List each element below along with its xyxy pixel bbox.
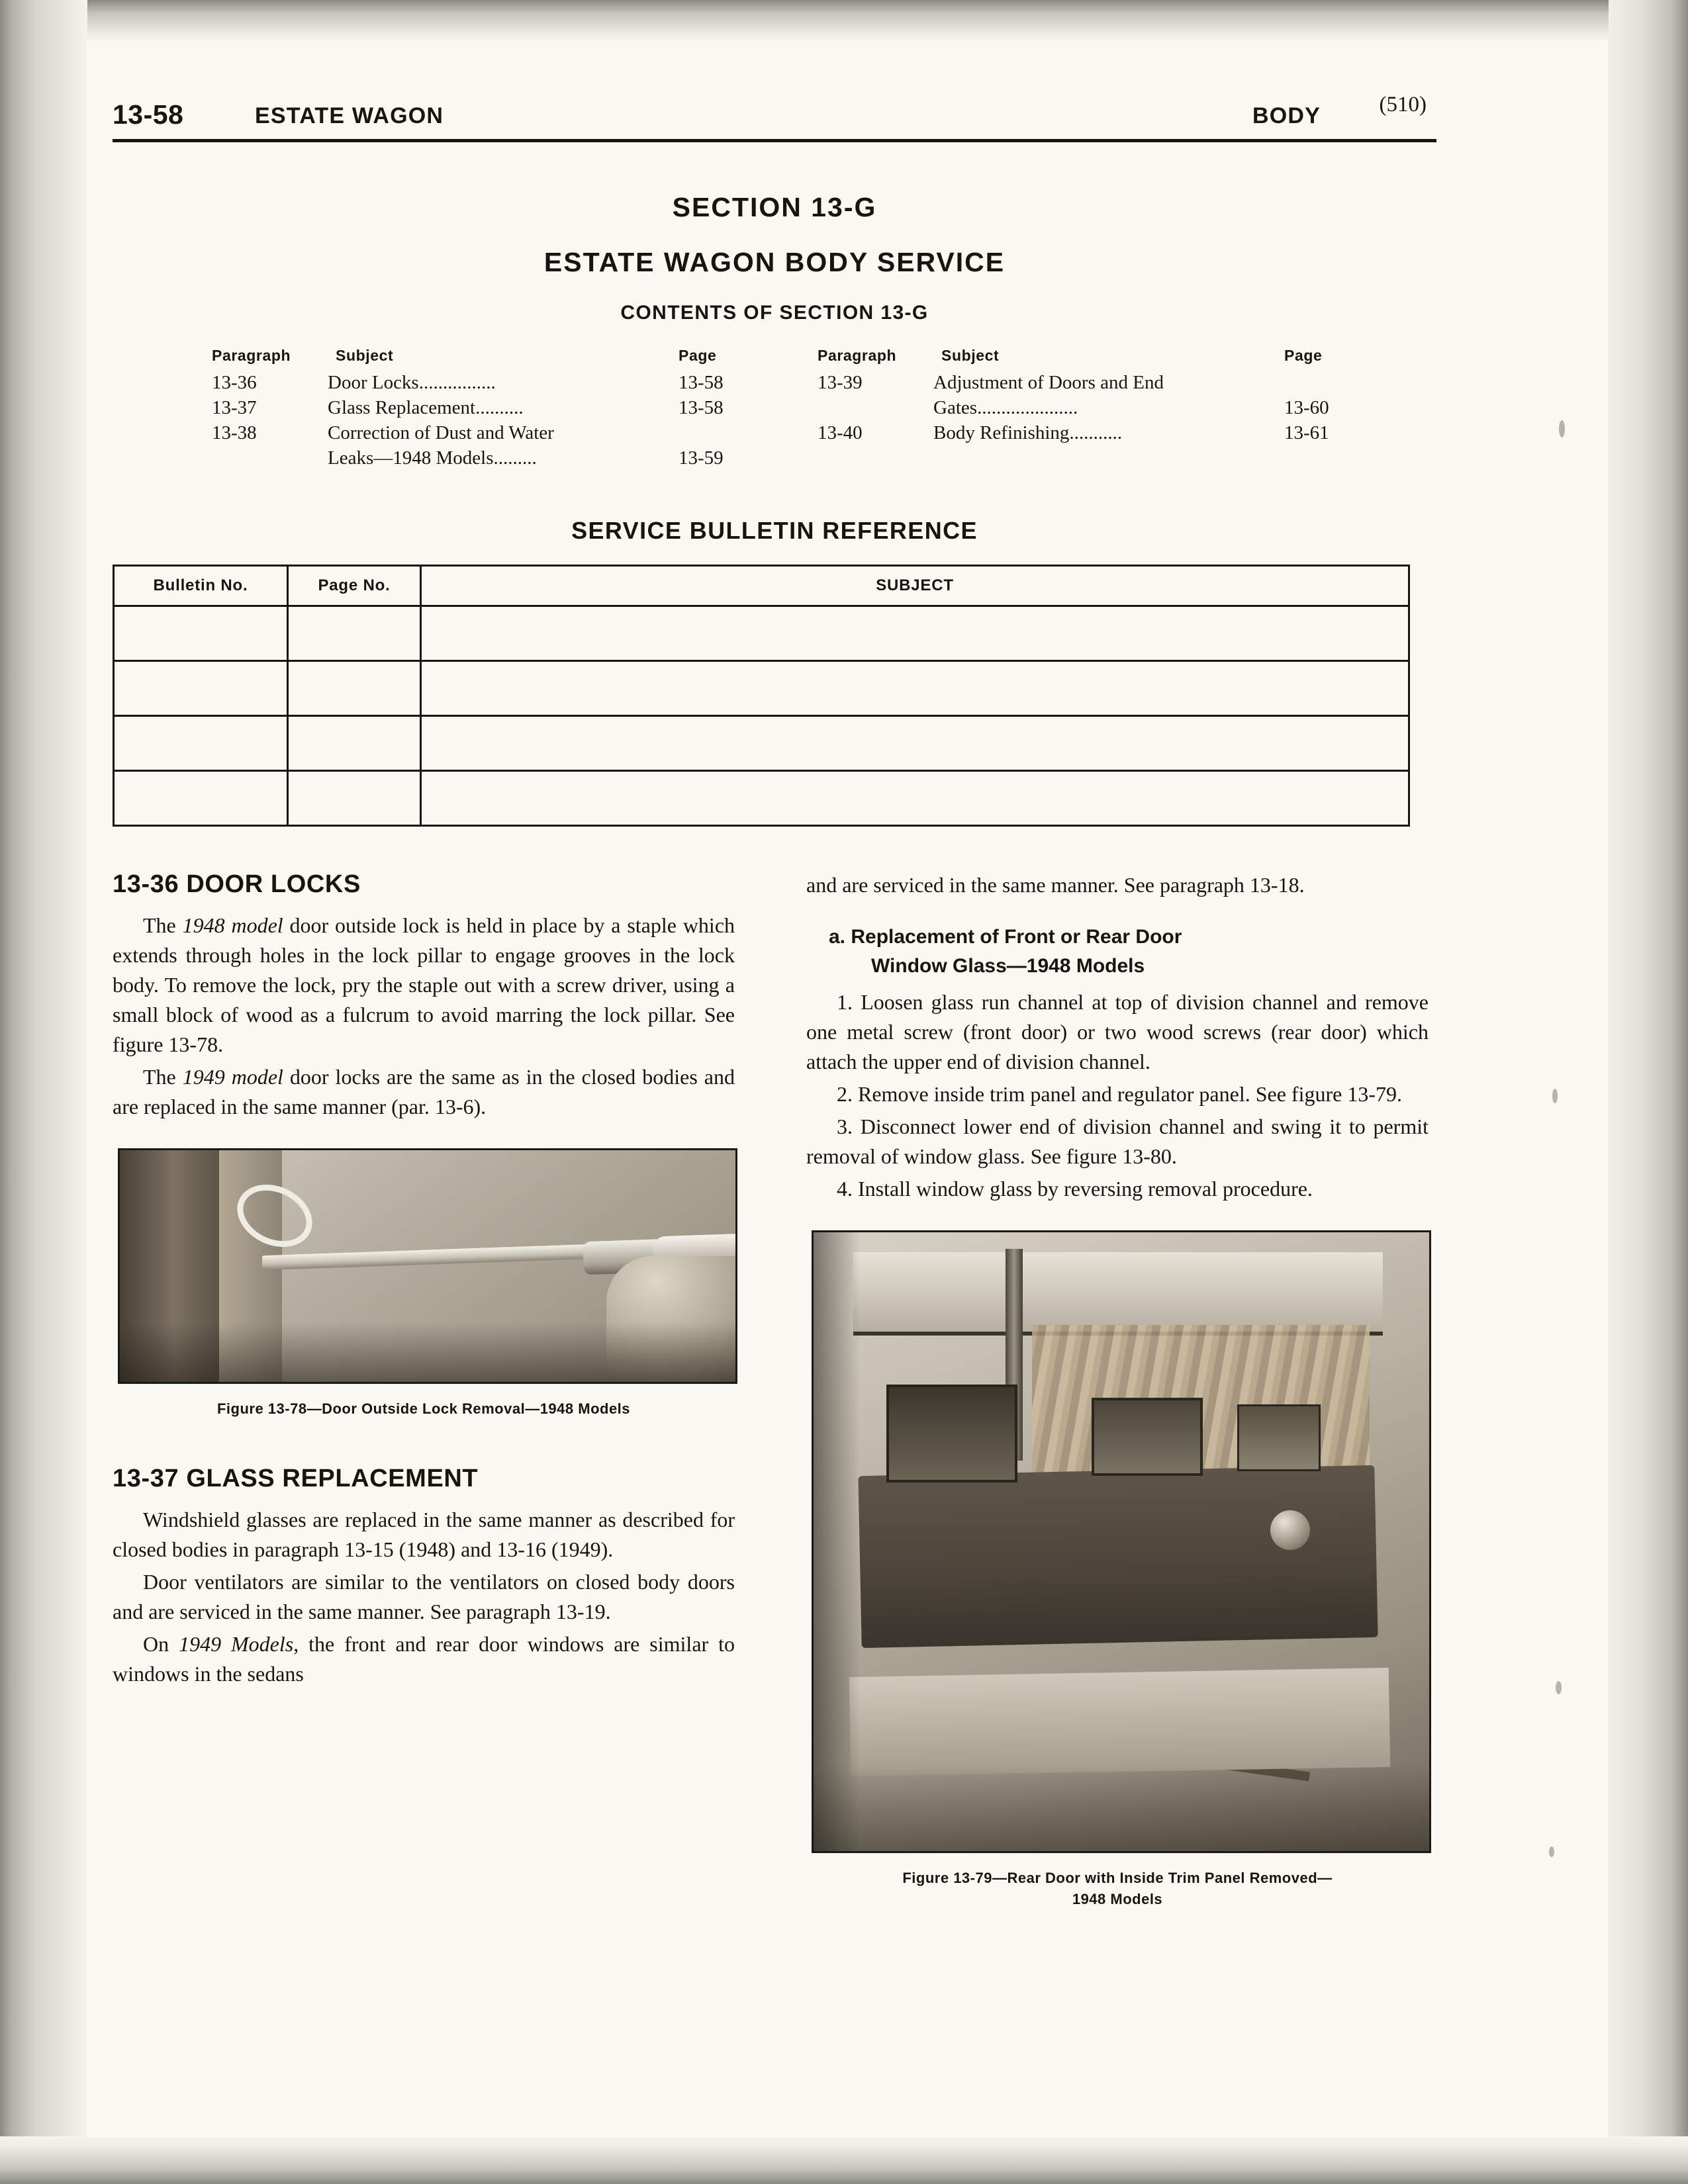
photo-shadow-bottom (814, 1765, 1429, 1851)
paragraph-1949-lock (113, 1062, 735, 1122)
column-header-subject: SUBJECT (421, 566, 1409, 606)
subheading-line-2: Window Glass—1948 Models (871, 955, 1145, 977)
step-3: 3. Disconnect lower end of division channel and swing it to permit removal of window glass. See figure 13-80. (806, 1115, 1429, 1168)
table-row[interactable] (114, 716, 1409, 771)
text-run: The (143, 913, 183, 937)
contents-subject: Leaks—1948 Models......... (328, 447, 537, 469)
contents-column-headers (212, 347, 758, 365)
body-column-left (113, 870, 735, 1910)
cell-bulletin-no[interactable] (114, 716, 288, 771)
contents-page: 13-58 (679, 372, 724, 393)
contents-row[interactable] (212, 370, 758, 395)
contents-header-page: Page (1284, 347, 1323, 364)
cell-page-no[interactable] (288, 606, 421, 661)
caption-line-2: 1948 Models (1072, 1891, 1163, 1907)
contents-page: 13-59 (679, 447, 724, 469)
photo-regulator-panel (858, 1465, 1378, 1648)
cell-page-no[interactable] (288, 716, 421, 771)
contents-row[interactable] (818, 395, 1364, 420)
contents-paragraph: 13-37 (212, 397, 257, 418)
contents-header-paragraph: Paragraph (212, 347, 291, 364)
contents-table (113, 347, 1436, 471)
photo-door-frame-top (853, 1252, 1383, 1336)
contents-page: 13-58 (679, 397, 724, 418)
photo-lock-mechanism (886, 1385, 1017, 1482)
cell-subject[interactable] (421, 771, 1409, 826)
contents-subject: Gates..................... (933, 397, 1078, 418)
page-edge-right (1609, 0, 1688, 2184)
table-row[interactable] (114, 661, 1409, 716)
contents-page: 13-60 (1284, 397, 1329, 418)
contents-page (679, 420, 758, 445)
contents-column-headers (818, 347, 1364, 365)
page-header (113, 93, 1436, 151)
service-bulletin-table (113, 565, 1410, 827)
contents-page (1284, 370, 1364, 395)
figure-13-78-photo (118, 1148, 737, 1384)
contents-header-paragraph: Paragraph (818, 347, 897, 364)
photo-knob (1270, 1510, 1310, 1550)
text-run: The (143, 1065, 183, 1089)
paragraph-ventilators: Door ventilators are similar to the ventilators on closed body doors and are serviced in the same manner. See paragraph 13-19. (113, 1570, 735, 1623)
contents-paragraph (818, 395, 933, 420)
step-1: 1. Loosen glass run channel at top of division channel and remove one metal screw (front door) or two wood screws (rear door) which attach the upper end of division channel. (806, 990, 1429, 1073)
photo-regulator-mechanism (1092, 1398, 1203, 1476)
photo-bracket (1237, 1404, 1321, 1471)
contents-paragraph: 13-39 (818, 372, 863, 393)
contents-row[interactable] (818, 420, 1364, 445)
contents-paragraph: 13-36 (212, 372, 257, 393)
contents-title: CONTENTS OF SECTION 13-G (620, 302, 929, 324)
contents-paragraph: 13-38 (212, 422, 257, 443)
paragraph-continued: and are serviced in the same manner. See paragraph 13-18. (806, 873, 1305, 897)
page-edge-top (0, 0, 1688, 41)
italic-1949-models: 1949 Models (179, 1632, 294, 1656)
contents-column-left (212, 347, 758, 471)
text-run: , the front and rear door windows are similar to windows in the sedans (113, 1632, 735, 1686)
photo-shadow (120, 1322, 735, 1382)
page-number: 13-58 (113, 99, 184, 130)
figure-13-79-photo (812, 1230, 1431, 1853)
body-column-right (806, 870, 1429, 1910)
italic-1949-model: 1949 model (182, 1065, 283, 1089)
paragraph-1948-lock (113, 911, 735, 1060)
contents-row[interactable] (212, 420, 758, 445)
table-header-row (114, 566, 1409, 606)
figure-13-78 (113, 1148, 735, 1420)
contents-header-subject: Subject (336, 347, 394, 364)
cell-subject[interactable] (421, 661, 1409, 716)
step-4: 4. Install window glass by reversing removal procedure. (837, 1177, 1313, 1201)
contents-row[interactable] (212, 445, 758, 471)
cell-bulletin-no[interactable] (114, 771, 288, 826)
cell-subject[interactable] (421, 716, 1409, 771)
text-run: On (143, 1632, 179, 1656)
contents-row[interactable] (818, 370, 1364, 395)
cell-subject[interactable] (421, 606, 1409, 661)
column-header-page-no: Page No. (288, 566, 421, 606)
contents-paragraph: 13-40 (818, 422, 863, 443)
figure-13-79-caption (806, 1868, 1429, 1910)
contents-subject: Door Locks................ (328, 372, 496, 393)
photo-door-sill (849, 1668, 1390, 1776)
italic-1948-model: 1948 model (182, 913, 283, 937)
page-edge-left (0, 0, 87, 2184)
table-row[interactable] (114, 771, 1409, 826)
paper-speck (1552, 1089, 1558, 1103)
section-name-title: ESTATE WAGON BODY SERVICE (543, 247, 1006, 277)
heading-13-36-door-locks: 13-36 DOOR LOCKS (113, 870, 361, 898)
subheading-a-replacement (806, 923, 1429, 981)
paper-speck (1549, 1846, 1554, 1857)
paragraph-1949-windows (113, 1629, 735, 1689)
subheading-line-1: a. Replacement of Front or Rear Door (829, 926, 1182, 948)
cell-bulletin-no[interactable] (114, 606, 288, 661)
page-header-right-title: BODY (1252, 103, 1321, 128)
table-row[interactable] (114, 606, 1409, 661)
paper-speck (1559, 420, 1565, 437)
contents-header-page: Page (679, 347, 717, 364)
paragraph-windshield: Windshield glasses are replaced in the same manner as described for closed bodies in paragraph 13-15 (1948) and 13-16 (1949). (113, 1508, 735, 1561)
figure-13-78-caption: Figure 13-78—Door Outside Lock Removal—1948 Models (216, 1400, 631, 1417)
header-rule (113, 139, 1436, 142)
section-number-title: SECTION 13-G (672, 192, 877, 222)
contents-subject: Body Refinishing........... (933, 422, 1123, 443)
text-run: door outside lock is held in place by a staple which extends through holes in the lock pillar to engage grooves in the lock body. To remove the lock, pry the staple out with a screw driver, using a small block of wood as a fulcrum to avoid marring the lock pillar. See figure 13-78. (113, 913, 735, 1056)
contents-column-right (818, 347, 1364, 471)
contents-subject: Correction of Dust and Water (328, 422, 554, 443)
caption-line-1: Figure 13-79—Rear Door with Inside Trim Panel Removed— (902, 1870, 1333, 1886)
step-2: 2. Remove inside trim panel and regulator panel. See figure 13-79. (837, 1082, 1402, 1106)
photo-shadow-left (814, 1232, 860, 1851)
contents-subject: Glass Replacement.......... (328, 397, 524, 418)
cell-bulletin-no[interactable] (114, 661, 288, 716)
cell-page-no[interactable] (288, 771, 421, 826)
contents-header-subject: Subject (941, 347, 1000, 364)
page-header-left-title: ESTATE WAGON (255, 103, 444, 128)
column-header-bulletin-no: Bulletin No. (114, 566, 288, 606)
page-content (113, 93, 1436, 1910)
contents-paragraph (212, 445, 328, 471)
paper-speck (1556, 1681, 1562, 1694)
photo-screwdriver-shaft (262, 1244, 613, 1270)
contents-subject: Adjustment of Doors and End (933, 372, 1164, 393)
heading-13-37-glass-replacement: 13-37 GLASS REPLACEMENT (113, 1465, 479, 1492)
figure-13-79 (806, 1230, 1429, 1910)
contents-row[interactable] (212, 395, 758, 420)
body-columns (113, 870, 1436, 1910)
page-folio-number: (510) (1379, 93, 1427, 116)
page-edge-bottom (0, 2136, 1688, 2184)
text-run: door locks are the same as in the closed bodies and are replaced in the same manner (par. 13-6). (113, 1065, 735, 1118)
contents-page: 13-61 (1284, 422, 1329, 443)
service-bulletin-title: SERVICE BULLETIN REFERENCE (571, 517, 978, 544)
cell-page-no[interactable] (288, 661, 421, 716)
